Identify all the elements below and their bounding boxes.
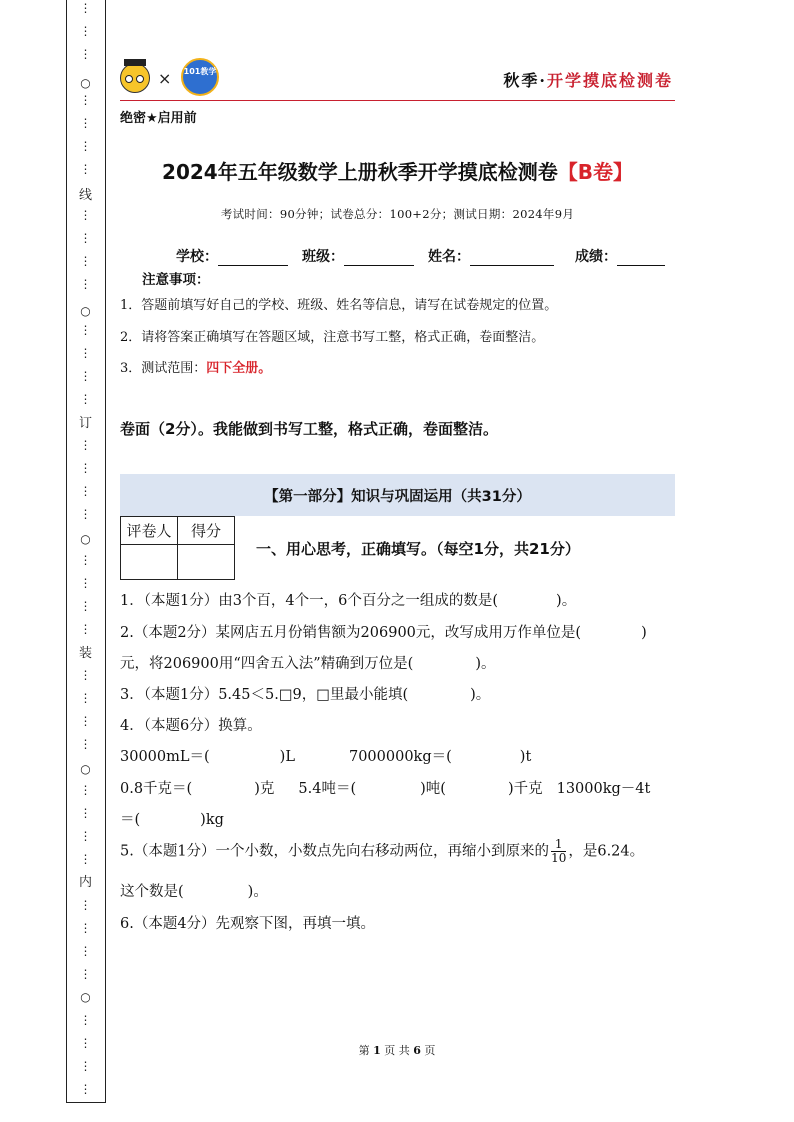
binding-dots: ⋮ [79,553,92,567]
page-number: 1 [373,1044,381,1057]
section-title: 【第一部分】知识与巩固运用（共31分） [264,488,531,505]
binding-dots: ⋮ [79,944,92,958]
question-text: )克 [254,781,275,797]
grader-table [120,516,235,580]
question-text: )千克 [507,781,543,797]
binding-dots: ⋮ [79,783,92,797]
page-title-main: 2024年五年级数学上册秋季开学摸底检测卷 [162,160,558,184]
binding-dots: ⋮ [79,921,92,935]
binding-dots: ⋮ [79,806,92,820]
exam-info: 考试时间：90分钟；试卷总分：100+2分；测试日期：2024年9月 [220,207,575,221]
binding-dots: ⋮ [79,346,92,360]
brand-logo-icon [181,58,219,96]
binding-label: 线 [78,188,92,203]
notice-item: 1．答题前填写好自己的学校、班级、姓名等信息，请写在试卷规定的位置。 [120,298,558,313]
binding-dots: ⋮ [79,254,92,268]
class-field[interactable] [302,246,414,266]
question-text: 7000000kg＝( [348,749,452,765]
binding-dots: ⋮ [79,1013,92,1027]
page-title [120,156,675,185]
notice-item-scope-label: 3．测试范围： [120,361,207,376]
question-4-row-2 [120,777,650,798]
binding-label: 装 [78,646,92,661]
logo-cross: × [158,69,172,88]
question-text: 元，将206900用“四舍五入法”精确到万位是( [120,656,414,672]
binding-label: 内 [78,875,92,890]
binding-dots: ⋮ [79,1036,92,1050]
binding-dots: ⋮ [79,622,92,636]
binding-dots: ⋮ [79,967,92,981]
binding-dots: ⋮ [79,323,92,337]
question-text: ＝( [120,812,141,828]
score-header: 得分 [178,517,235,545]
question-text: )吨( [420,781,446,797]
binding-dots: ⋮ [79,208,92,222]
question-6: 6.（本题4分）先观察下图，再填一填。 [120,916,376,932]
question-text: 5.（本题1分）一个小数，小数点先向右移动两位，再缩小到原来的 [120,843,550,860]
neatness-statement: 卷面（2分）。我能做到书写工整，格式正确，卷面整洁。 [120,420,498,438]
binding-circle-icon: ○ [80,304,91,318]
binding-dots: ⋮ [79,162,92,176]
question-5 [120,838,644,865]
binding-dots: ⋮ [79,714,92,728]
score-label: 成绩： [575,249,617,265]
binding-dots: ⋮ [79,668,92,682]
grader-header: 评卷人 [121,517,178,545]
question-4: 4．（本题6分）换算。 [120,718,262,734]
page-total: 6 [413,1044,421,1057]
page-title-tag: 【B卷】 [557,160,633,184]
question-text: )。 [475,656,496,672]
page-footer [0,1042,794,1058]
part-title: 一、用心思考，正确填写。（每空1分，共21分） [256,540,580,558]
binding-circle-icon: ○ [80,762,91,776]
question-5-continued [120,880,268,901]
question-text: 0.8千克＝( [120,781,193,797]
binding-circle-icon: ○ [80,532,91,546]
question-3 [120,683,490,704]
binding-dots: ⋮ [79,691,92,705]
question-text: 这个数是( [120,884,184,900]
binding-circle-icon: ○ [80,990,91,1004]
series-title [503,68,673,91]
binding-dots: ⋮ [79,898,92,912]
question-2 [120,621,675,642]
confidential-label: 绝密★启用前 [120,111,197,126]
series-title-season: 秋季· [503,71,547,90]
notice-item [120,357,271,376]
binding-dots: ⋮ [79,1082,92,1096]
binding-dots: ⋮ [79,507,92,521]
school-field[interactable] [176,246,288,266]
binding-dots: ⋮ [79,1,92,15]
binding-dots: ⋮ [79,93,92,107]
fraction-denominator: 10 [551,851,567,865]
question-text: )。 [470,687,491,703]
name-label: 姓名： [428,249,470,265]
question-text: ，是6.24。 [568,843,645,860]
question-text: ) [641,625,647,641]
binding-dots: ⋮ [79,24,92,38]
footer-text: 第 [358,1044,370,1057]
question-1 [120,589,576,610]
binding-dots: ⋮ [79,461,92,475]
mascot-logo-icon [120,63,150,93]
binding-margin [66,0,106,1103]
page-header [120,56,675,101]
series-title-name: 开学摸底检测卷 [546,71,673,90]
question-text: 30000mL＝( [120,749,210,765]
school-label: 学校： [176,249,218,265]
question-text: )L [279,749,295,765]
notice-item: 2．请将答案正确填写在答题区域，注意书写工整，格式正确，卷面整洁。 [120,330,545,345]
binding-circle-icon: ○ [80,76,91,90]
binding-dots: ⋮ [79,392,92,406]
question-text: )kg [200,812,224,828]
binding-dots: ⋮ [79,576,92,590]
question-4-row-3 [120,808,224,829]
class-label: 班级： [302,249,344,265]
fraction [551,838,566,865]
binding-dots: ⋮ [79,277,92,291]
question-text: )。 [247,884,268,900]
binding-dots: ⋮ [79,852,92,866]
binding-dots: ⋮ [79,484,92,498]
question-text: 2.（本题2分）某网店五月份销售额为206900元，改写成用万作单位是( [120,625,582,641]
footer-text: 页 共 [384,1044,410,1057]
question-text: 5.4吨＝( [298,781,357,797]
binding-dots: ⋮ [79,1059,92,1073]
footer-text: 页 [424,1044,436,1057]
binding-dots: ⋮ [79,47,92,61]
binding-dots: ⋮ [79,599,92,613]
binding-dots: ⋮ [79,737,92,751]
name-field[interactable] [428,246,554,266]
score-field[interactable] [575,246,665,266]
question-text: 13000kg－4t [556,781,651,797]
score-cell[interactable] [178,545,235,580]
question-text: )。 [556,593,577,609]
question-2-continued [120,652,496,673]
grader-cell[interactable] [121,545,178,580]
question-text: 1．（本题1分）由3个百，4个一，6个百分之一组成的数是( [120,593,499,609]
binding-dots: ⋮ [79,438,92,452]
binding-dots: ⋮ [79,829,92,843]
notice-item-scope-value: 四下全册。 [206,361,272,376]
section-title-bar [120,474,675,516]
binding-dots: ⋮ [79,369,92,383]
question-text: 3．（本题1分）5.45＜5.□9，□里最小能填( [120,687,409,703]
binding-dots: ⋮ [79,139,92,153]
binding-dots: ⋮ [79,116,92,130]
binding-dots: ⋮ [79,231,92,245]
question-text: )t [519,749,532,765]
binding-label: 订 [78,416,92,431]
question-4-row-1 [120,745,531,766]
brand-logo-text: 101教学 [183,67,217,76]
fraction-numerator: 1 [551,838,566,852]
notice-heading: 注意事项： [142,272,210,288]
